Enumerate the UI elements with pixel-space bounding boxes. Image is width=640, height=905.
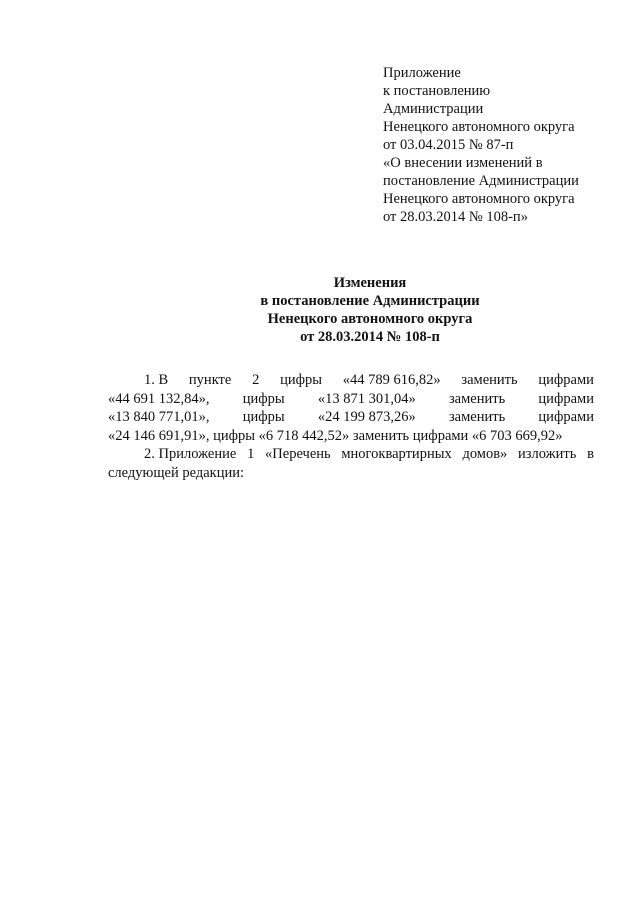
word: цифры: [242, 390, 285, 407]
appendix-line: Ненецкого автономного округа: [383, 191, 575, 207]
document-title: [150, 274, 590, 346]
word: «Перечень: [265, 446, 331, 462]
word: «24 199 873,26»: [317, 409, 416, 425]
appendix-line: Приложение: [383, 65, 461, 81]
document-body: [108, 371, 594, 482]
paragraph-1-line-2: [108, 390, 594, 409]
text-line: следующей редакции:: [108, 464, 245, 481]
title-line: в постановление Администрации: [260, 293, 480, 309]
paragraph-2: [108, 445, 594, 482]
word: 2. Приложение: [144, 446, 237, 462]
word: 1. В: [144, 372, 169, 388]
title-line: Ненецкого автономного округа: [267, 311, 473, 327]
word: изложить: [518, 446, 577, 462]
appendix-line: от 03.04.2015 № 87-п: [383, 137, 514, 153]
title-line: Изменения: [333, 275, 407, 291]
text-line: «24 146 691,91», цифры «6 718 442,52» заменить цифрами «6 703 669,92»: [108, 427, 563, 444]
word: 2: [252, 372, 260, 388]
word: «13 871 301,04»: [317, 390, 416, 407]
word: цифрами: [538, 409, 594, 425]
paragraph-1-line-1: [108, 371, 594, 390]
paragraph-1: [108, 371, 594, 445]
word: многоквартирных: [341, 446, 452, 462]
paragraph-1-line-4: [108, 427, 594, 446]
paragraph-2-line-1: [108, 445, 594, 464]
word: цифрами: [538, 372, 594, 388]
paragraph-1-line-3: [108, 408, 594, 427]
word: заменить: [461, 372, 518, 388]
word: цифры: [242, 409, 285, 425]
word: заменить: [448, 390, 506, 407]
word: «13 840 771,01»,: [108, 409, 210, 425]
appendix-line: Администрации: [383, 101, 484, 117]
word: 1: [247, 446, 255, 462]
title-line: от 28.03.2014 № 108-п: [300, 329, 440, 345]
appendix-line: от 28.03.2014 № 108-п»: [383, 209, 528, 225]
word: цифры: [280, 372, 322, 388]
word: в: [587, 446, 594, 462]
word: «44 789 616,82»: [342, 372, 441, 388]
appendix-line: Ненецкого автономного округа: [383, 119, 575, 135]
word: домов»: [462, 446, 508, 462]
word: пункте: [188, 372, 232, 388]
appendix-header: [383, 64, 623, 226]
appendix-line: «О внесении изменений в: [383, 155, 543, 171]
word: цифрами: [538, 390, 594, 407]
appendix-line: постановление Администрации: [383, 173, 579, 189]
paragraph-2-line-2: [108, 464, 594, 483]
word: заменить: [448, 409, 506, 425]
word: «44 691 132,84»,: [108, 390, 210, 407]
appendix-line: к постановлению: [383, 83, 491, 99]
